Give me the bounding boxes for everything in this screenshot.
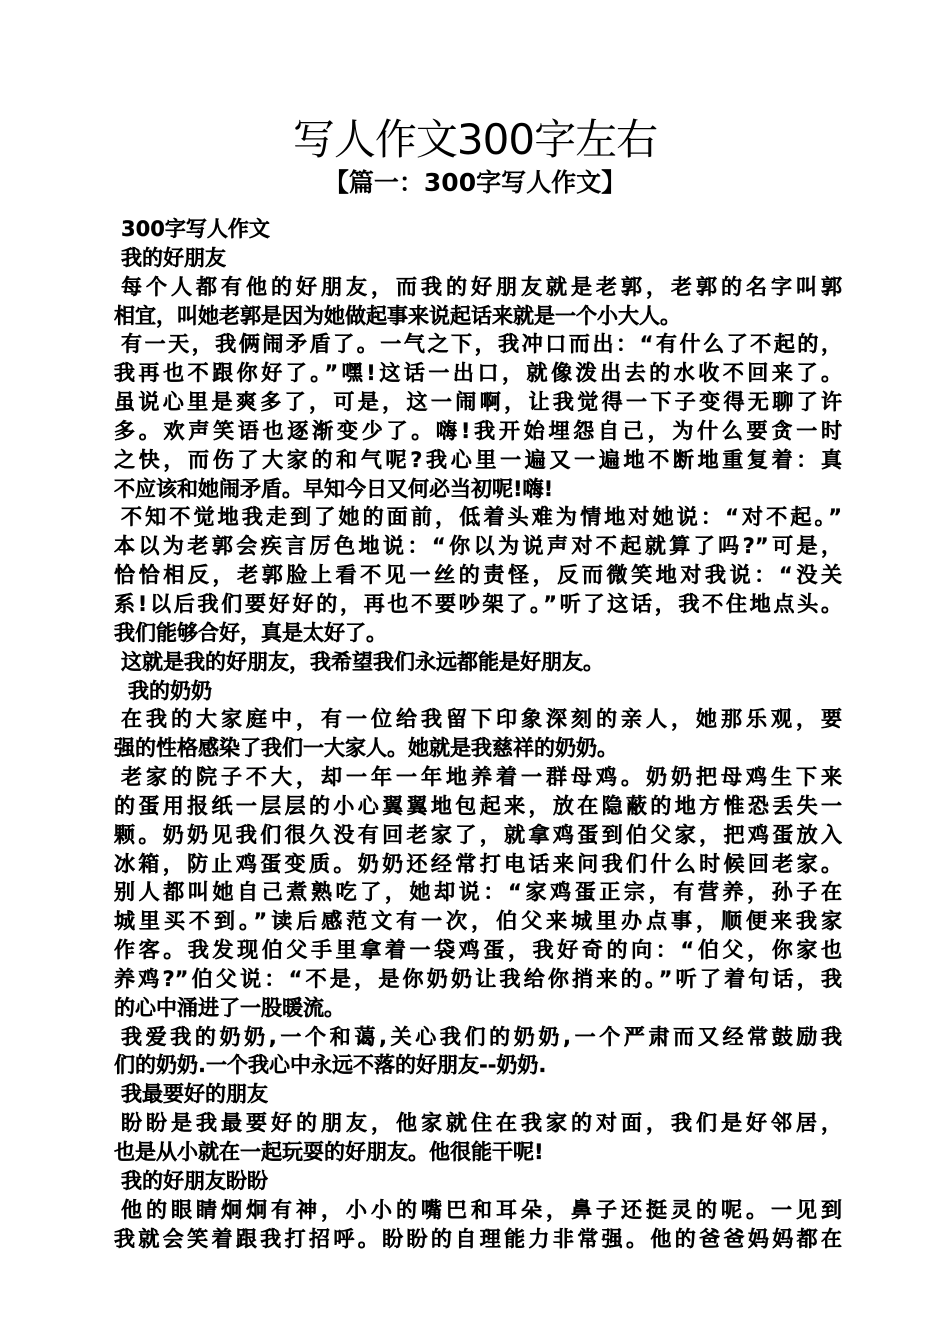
paragraph-line: 养鸡?”伯父说：“不是，是你奶奶让我给你捎来的。”听了着句话，我 [114, 966, 842, 991]
paragraph-line: 强的性格感染了我们一大家人。她就是我慈祥的奶奶。 [114, 736, 618, 761]
paragraph-line: 虽说心里是爽多了，可是，这一闹啊，让我觉得一下子变得无聊了许 [114, 390, 842, 415]
paragraph-line: 也是从小就在一起玩耍的好朋友。他很能干呢! [114, 1140, 544, 1164]
section-heading: 我的好朋友盼盼 [121, 1168, 268, 1193]
paragraph-line: 每个人都有他的好朋友，而我的好朋友就是老郭，老郭的名字叫郭 [121, 274, 842, 299]
document-title: 写人作文300字左右 [292, 115, 658, 164]
paragraph-line: 本以为老郭会疾言厉色地说：“你以为说声对不起就算了吗?”可是， [114, 534, 842, 559]
paragraph-line: 我们能够合好，真是太好了。 [114, 620, 387, 645]
paragraph-line: 在我的大家庭中，有一位给我留下印象深刻的亲人，她那乐观，要 [121, 707, 842, 732]
paragraph-line: 多。欢声笑语也逐渐变少了。嗨!我开始埋怨自己，为什么要贪一时 [114, 418, 842, 443]
paragraph-line: 的蛋用报纸一层层的小心翼翼地包起来，放在隐蔽的地方惟恐丢失一 [114, 793, 842, 818]
section-heading: 我的好朋友 [121, 245, 226, 270]
paragraph-line: 之快，而伤了大家的和气呢?我心里一遍又一遍地不断地重复着：真 [114, 447, 842, 472]
paragraph-line: 不应该和她闹矛盾。早知今日又何必当初呢!嗨! [114, 476, 554, 501]
document-subtitle: 【篇一：300字写人作文】 [323, 168, 627, 197]
paragraph-line: 不知不觉地我走到了她的面前，低着头难为情地对她说：“对不起。” [121, 505, 842, 530]
paragraph-line: 恰恰相反，老郭脸上看不见一丝的责怪，反而微笑地对我说：“没关 [114, 563, 842, 588]
paragraph-line: 我就会笑着跟我打招呼。盼盼的自理能力非常强。他的爸爸妈妈都在 [114, 1226, 842, 1251]
section-heading: 300字写人作文 [121, 217, 270, 241]
paragraph-line: 的心中涌进了一股暖流。 [114, 995, 345, 1020]
paragraph-line: 我再也不跟你好了。”嘿!这话一出口，就像泼出去的水收不回来了。 [114, 361, 842, 386]
paragraph-line: 盼盼是我最要好的朋友，他家就住在我家的对面，我们是好邻居， [121, 1111, 842, 1136]
paragraph-line: 老家的院子不大，却一年一年地养着一群母鸡。奶奶把母鸡生下来 [121, 765, 842, 790]
paragraph-line: 别人都叫她自己煮熟吃了，她却说：“家鸡蛋正宗，有营养，孙子在 [114, 880, 842, 905]
paragraph-line: 我爱我的奶奶,一个和蔼,关心我们的奶奶,一个严肃而又经常鼓励我 [121, 1024, 842, 1049]
paragraph-line: 这就是我的好朋友，我希望我们永远都能是好朋友。 [121, 649, 604, 674]
document-body [114, 215, 842, 1253]
paragraph-line: 城里买不到。”读后感范文有一次，伯父来城里办点事，顺便来我家 [114, 909, 842, 934]
paragraph-line: 作客。我发现伯父手里拿着一袋鸡蛋，我好奇的向：“伯父，你家也 [114, 938, 842, 963]
paragraph-line: 他的眼睛炯炯有神，小小的嘴巴和耳朵，鼻子还挺灵的呢。一见到 [121, 1197, 842, 1222]
paragraph-line: 颗。奶奶见我们很久没有回老家了，就拿鸡蛋到伯父家，把鸡蛋放入 [114, 822, 842, 847]
paragraph-line: 们的奶奶.一个我心中永远不落的好朋友--奶奶. [114, 1053, 547, 1078]
paragraph-line: 有一天，我俩闹矛盾了。一气之下，我冲口而出：“有什么了不起的， [121, 332, 842, 357]
section-heading: 我的奶奶 [128, 678, 212, 703]
paragraph-line: 冰箱，防止鸡蛋变质。奶奶还经常打电话来问我们什么时候回老家。 [114, 851, 842, 876]
paragraph-line: 系!以后我们要好好的，再也不要吵架了。”听了这话，我不住地点头。 [114, 591, 842, 616]
paragraph-line: 相宜，叫她老郭是因为她做起事来说起话来就是一个小大人。 [114, 303, 681, 328]
section-heading: 我最要好的朋友 [121, 1082, 268, 1107]
